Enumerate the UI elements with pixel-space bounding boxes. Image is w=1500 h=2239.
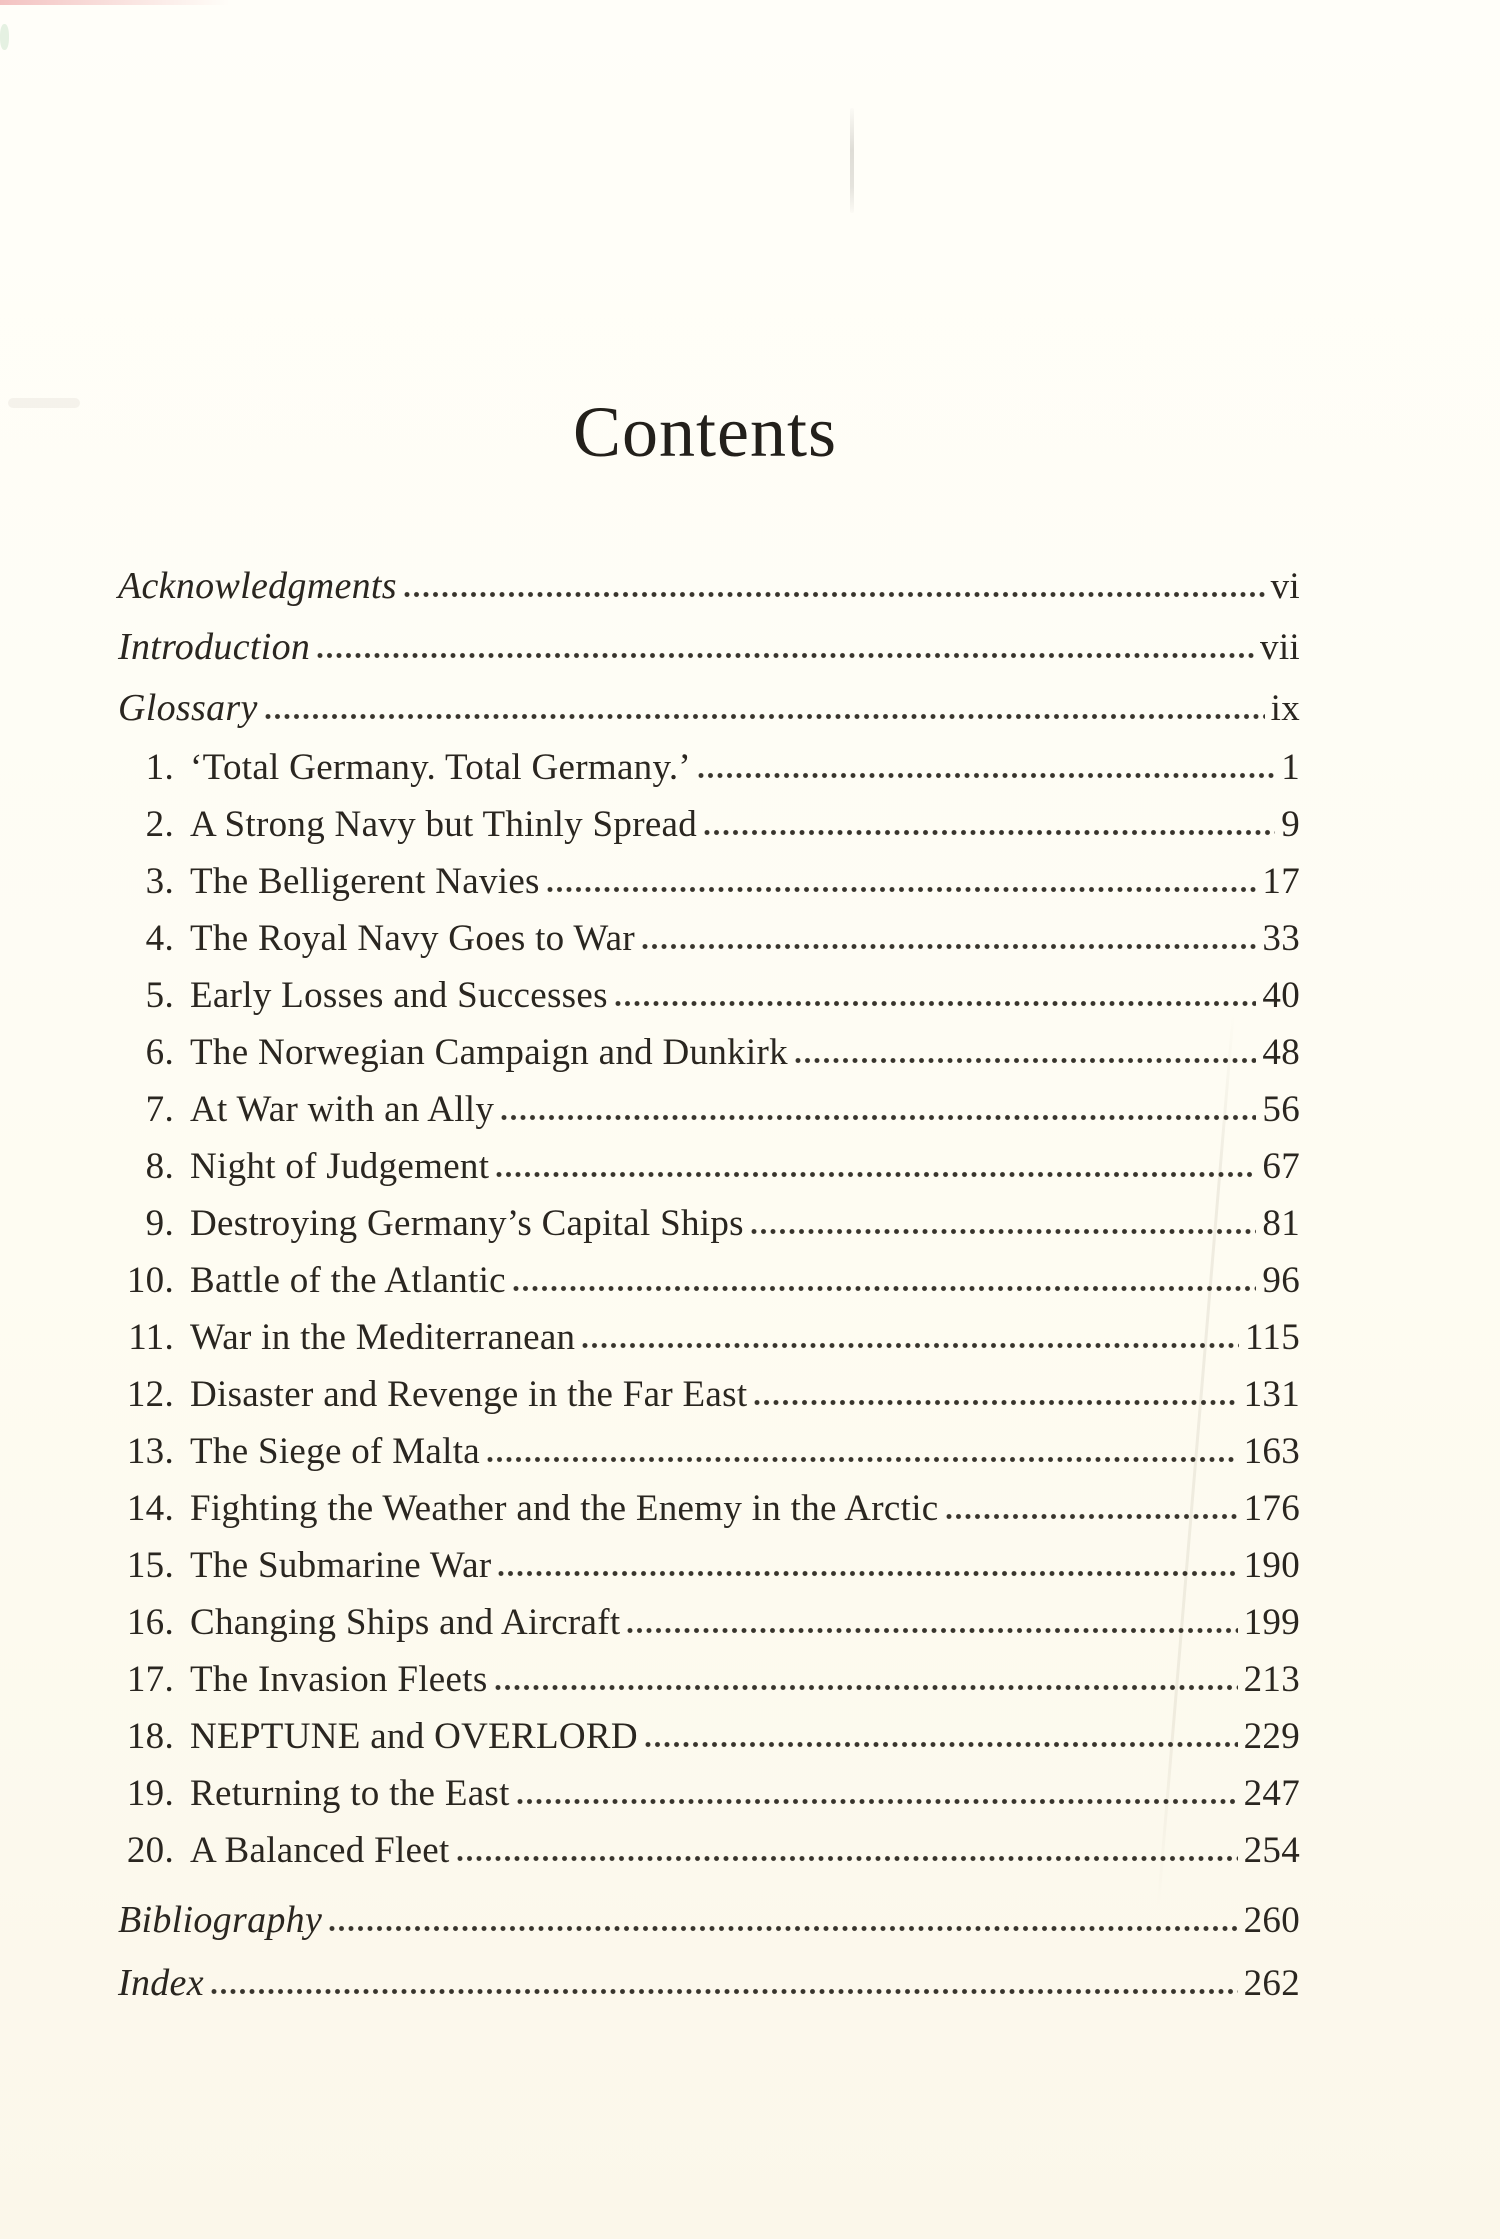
toc-entry-label: Bibliography — [118, 1899, 323, 1941]
toc-entry-page-number: 1 — [1281, 747, 1300, 788]
toc-entry-page-number: 67 — [1262, 1146, 1300, 1187]
toc-entry-page-number: 17 — [1262, 861, 1300, 902]
toc-entry — [115, 1537, 1300, 1594]
dot-leader — [317, 652, 1254, 659]
toc-entry-number: 17. — [126, 1659, 174, 1700]
toc-entry-page-number: 254 — [1243, 1830, 1300, 1871]
toc-entry — [115, 1822, 1300, 1879]
toc-entry — [115, 1480, 1300, 1537]
toc-entry — [115, 1309, 1300, 1366]
dot-leader — [404, 591, 1265, 598]
toc-entry-label: ‘Total Germany. Total Germany.’ — [190, 747, 692, 788]
toc-entry-number: 3. — [145, 861, 174, 902]
dot-leader — [513, 1285, 1257, 1292]
toc-entry-label: At War with an Ally — [190, 1089, 495, 1130]
toc-entry — [115, 1765, 1300, 1822]
scan-artifact-smudge — [8, 398, 80, 408]
toc-entry-label: War in the Mediterranean — [190, 1317, 576, 1358]
toc-entry-page-number: ix — [1270, 688, 1300, 729]
toc-entry-number: 8. — [145, 1146, 174, 1187]
toc-entry — [115, 678, 1300, 739]
toc-entry-page-number: 229 — [1243, 1716, 1300, 1757]
toc-entry-label: The Submarine War — [190, 1545, 492, 1586]
toc-entry-number: 19. — [126, 1773, 174, 1814]
toc-entry-label: Destroying Germany’s Capital Ships — [190, 1203, 744, 1244]
toc-entry — [115, 1195, 1300, 1252]
toc-entry-number: 9. — [145, 1203, 174, 1244]
dot-leader — [457, 1855, 1238, 1862]
toc-entry-number: 6. — [145, 1032, 174, 1073]
toc-entry — [115, 910, 1300, 967]
toc-entry — [115, 739, 1300, 796]
dot-leader — [547, 886, 1257, 893]
toc-chapters — [115, 739, 1300, 1879]
toc-list — [115, 556, 1300, 2015]
toc-entry-label: NEPTUNE and OVERLORD — [190, 1716, 638, 1757]
dot-leader — [495, 1684, 1238, 1691]
toc-entry-page-number: 33 — [1262, 918, 1300, 959]
toc-entry-number: 20. — [126, 1830, 174, 1871]
toc-entry-page-number: 213 — [1243, 1659, 1300, 1700]
toc-entry-page-number: 163 — [1243, 1431, 1300, 1472]
dot-leader — [627, 1627, 1237, 1634]
dot-leader — [496, 1171, 1256, 1178]
toc-front-matter — [115, 556, 1300, 739]
scan-artifact-dash — [850, 108, 854, 213]
toc-entry-number: 18. — [126, 1716, 174, 1757]
toc-entry-number: 13. — [126, 1431, 174, 1472]
toc-entry-number: 5. — [145, 975, 174, 1016]
toc-entry-label: A Balanced Fleet — [190, 1830, 450, 1871]
toc-entry — [115, 1366, 1300, 1423]
toc-entry-label: Index — [118, 1962, 204, 2004]
toc-entry-page-number: 48 — [1262, 1032, 1300, 1073]
dot-leader — [795, 1057, 1256, 1064]
toc-entry-label: Glossary — [118, 687, 258, 729]
dot-leader — [329, 1925, 1237, 1932]
toc-entry — [115, 1423, 1300, 1480]
dot-leader — [642, 943, 1256, 950]
toc-entry-page-number: 262 — [1243, 1963, 1300, 2004]
dot-leader — [645, 1741, 1238, 1748]
toc-entry-number: 16. — [126, 1602, 174, 1643]
toc-entry-label: Returning to the East — [190, 1773, 510, 1814]
dot-leader — [698, 772, 1275, 779]
dot-leader — [946, 1513, 1238, 1520]
toc-entry-page-number: vi — [1270, 566, 1300, 607]
scan-artifact-pink-streak — [0, 0, 230, 5]
dot-leader — [704, 829, 1275, 836]
toc-entry-label: Fighting the Weather and the Enemy in the Arctic — [190, 1488, 939, 1529]
dot-leader — [517, 1798, 1238, 1805]
toc-entry-label: Early Losses and Successes — [190, 975, 608, 1016]
toc-entry-page-number: 96 — [1262, 1260, 1300, 1301]
toc-entry-label: Disaster and Revenge in the Far East — [190, 1374, 748, 1415]
toc-entry — [115, 1651, 1300, 1708]
toc-entry-label: Battle of the Atlantic — [190, 1260, 506, 1301]
toc-entry-label: Introduction — [118, 626, 311, 668]
toc-entry — [115, 1138, 1300, 1195]
toc-entry-number: 12. — [126, 1374, 174, 1415]
toc-entry — [115, 1952, 1300, 2015]
toc-entry-number: 2. — [145, 804, 174, 845]
toc-entry-label: The Royal Navy Goes to War — [190, 918, 635, 959]
toc-entry-page-number: 40 — [1262, 975, 1300, 1016]
toc-entry — [115, 853, 1300, 910]
toc-entry — [115, 1708, 1300, 1765]
toc-entry — [115, 1594, 1300, 1651]
dot-leader — [501, 1114, 1256, 1121]
toc-entry — [115, 796, 1300, 853]
toc-entry-number: 10. — [126, 1260, 174, 1301]
toc-entry-label: Acknowledgments — [118, 565, 397, 607]
toc-entry-label: The Invasion Fleets — [190, 1659, 488, 1700]
toc-entry-label: The Norwegian Campaign and Dunkirk — [190, 1032, 788, 1073]
toc-entry — [115, 1889, 1300, 1952]
dot-leader — [615, 1000, 1257, 1007]
toc-entry-label: Night of Judgement — [190, 1146, 490, 1187]
toc-entry-number: 1. — [145, 747, 174, 788]
dot-leader — [211, 1988, 1238, 1995]
toc-back-matter — [115, 1889, 1300, 2015]
toc-entry-page-number: vii — [1260, 627, 1300, 668]
toc-entry — [115, 1024, 1300, 1081]
toc-entry-page-number: 176 — [1243, 1488, 1300, 1529]
toc-entry-page-number: 115 — [1244, 1317, 1300, 1358]
toc-entry-page-number: 9 — [1281, 804, 1300, 845]
toc-entry-number: 11. — [128, 1317, 174, 1358]
toc-entry-page-number: 190 — [1243, 1545, 1300, 1586]
toc-entry-label: A Strong Navy but Thinly Spread — [190, 804, 698, 845]
toc-entry-page-number: 247 — [1243, 1773, 1300, 1814]
dot-leader — [487, 1456, 1238, 1463]
toc-entry-label: The Siege of Malta — [190, 1431, 480, 1472]
dot-leader — [265, 713, 1265, 720]
dot-leader — [751, 1228, 1257, 1235]
toc-entry-page-number: 260 — [1243, 1900, 1300, 1941]
toc-entry-page-number: 56 — [1262, 1089, 1300, 1130]
page-title: Contents — [572, 392, 837, 473]
toc-entry-number: 15. — [126, 1545, 174, 1586]
toc-entry-number: 7. — [145, 1089, 174, 1130]
toc-entry — [115, 617, 1300, 678]
toc-entry — [115, 1081, 1300, 1138]
dot-leader — [582, 1342, 1239, 1349]
toc-entry-number: 14. — [126, 1488, 174, 1529]
toc-entry — [115, 556, 1300, 617]
toc-entry-page-number: 131 — [1243, 1374, 1300, 1415]
dot-leader — [498, 1570, 1237, 1577]
dot-leader — [754, 1399, 1237, 1406]
toc-entry-page-number: 199 — [1243, 1602, 1300, 1643]
toc-entry — [115, 1252, 1300, 1309]
toc-entry-page-number: 81 — [1262, 1203, 1300, 1244]
toc-entry-label: Changing Ships and Aircraft — [190, 1602, 621, 1643]
toc-entry — [115, 967, 1300, 1024]
scan-artifact-fleck — [0, 24, 9, 50]
toc-entry-label: The Belligerent Navies — [190, 861, 540, 902]
toc-entry-number: 4. — [145, 918, 174, 959]
